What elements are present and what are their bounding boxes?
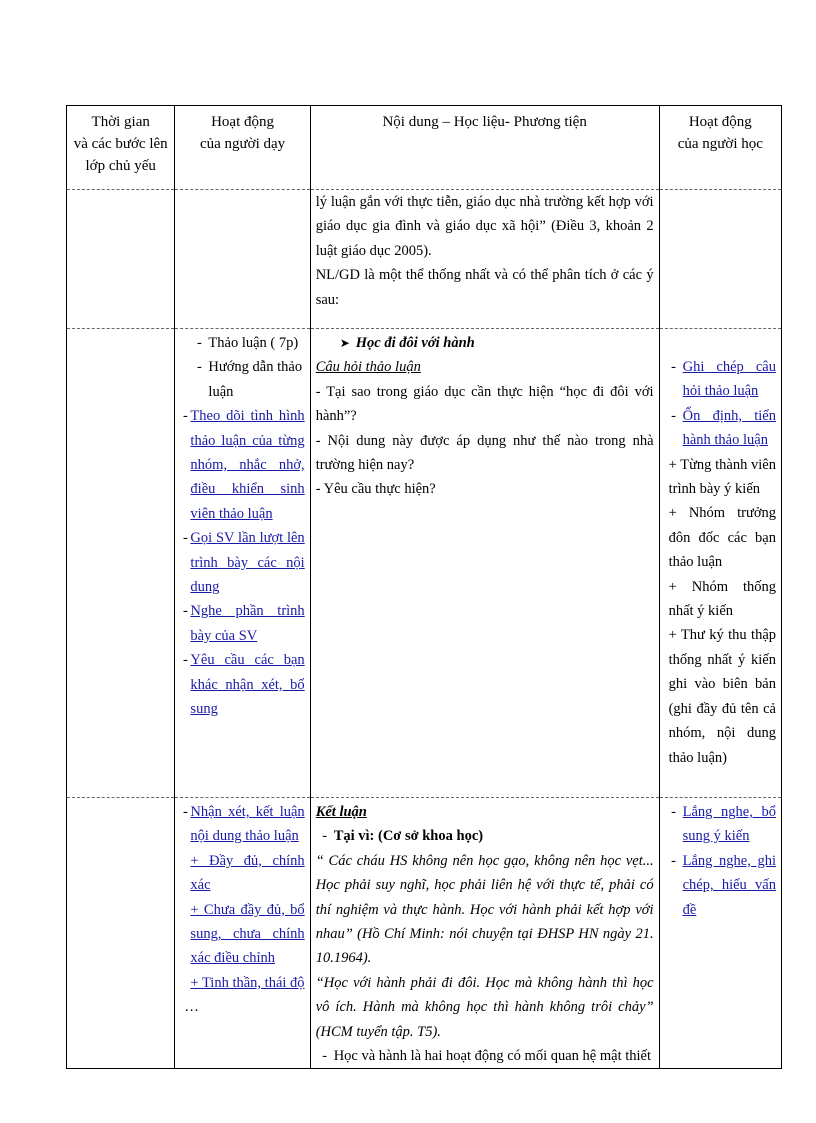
- link-item[interactable]: - Lắng nghe, bổ sung ý kiến: [665, 800, 776, 849]
- list-item: - Tại vì: (Cơ sở khoa học): [316, 824, 654, 848]
- table-row: [67, 798, 782, 1069]
- header-content: [310, 106, 659, 190]
- link-item[interactable]: - Nhận xét, kết luận nội dung thảo luận: [180, 800, 304, 849]
- header-text: Hoạt động: [688, 114, 752, 130]
- learner-text: + Thư ký thu thập thống nhất ý kiến ghi vào biên bản (ghi đầy đủ tên cả nhóm, nội dung thảo luận): [668, 627, 776, 766]
- link-item[interactable]: - Nghe phần trình bày của SV: [180, 599, 304, 648]
- content-line: - Yêu cầu thực hiện?: [315, 481, 436, 498]
- section-heading: Kết luận: [315, 804, 367, 820]
- learner-text: + Từng thành viên trình bày ý kiến: [668, 456, 776, 498]
- item-link[interactable]: Yêu cầu các bạn khác nhận xét, bổ sung: [190, 652, 305, 718]
- header-text: Nội dung – Học liệu- Phương tiện: [382, 114, 587, 130]
- item-link[interactable]: + Đầy đủ, chính xác: [190, 852, 305, 894]
- content-cell: [310, 798, 659, 1069]
- time-cell: [67, 329, 175, 798]
- header-teacher-activity: [175, 106, 310, 190]
- item-link[interactable]: Ổn định, tiến hành thảo luận: [682, 407, 776, 449]
- content-cell: [310, 329, 659, 798]
- item-link[interactable]: Ghi chép câu hỏi thảo luận: [682, 359, 776, 400]
- section-heading: [316, 331, 654, 355]
- header-text: của người học: [677, 136, 763, 152]
- learner-cell: [659, 329, 781, 798]
- item-text: Học và hành là hai hoạt động có mối quan hệ mật thiết: [333, 1048, 651, 1065]
- time-cell: [67, 798, 175, 1069]
- item-link[interactable]: Lắng nghe, ghi chép, hiểu vấn đề: [682, 852, 776, 918]
- link-item[interactable]: - Lắng nghe, ghi chép, hiểu vấn đề: [665, 849, 776, 922]
- learner-cell: [659, 798, 781, 1069]
- item-text: Thảo luận ( 7p): [208, 335, 299, 351]
- subheading: Câu hỏi thảo luận: [315, 359, 421, 376]
- teacher-cell: [175, 798, 310, 1069]
- arrow-bullet-icon: ➤: [339, 336, 350, 350]
- reason-text: Tại vì: (Cơ sở khoa học): [333, 828, 484, 845]
- list-item: - Học và hành là hai hoạt động có mối quan hệ mật thiết: [316, 1044, 654, 1068]
- heading-text: Học đi đôi với hành: [355, 335, 475, 351]
- item-link[interactable]: Nghe phần trình bày của SV: [190, 603, 305, 644]
- header-text: của người dạy: [199, 136, 286, 152]
- teacher-cell: [175, 329, 310, 798]
- item-text: Hướng dẫn thảo luận: [208, 359, 303, 400]
- content-paragraph: NL/GD là một thể thống nhất và có thể phân tích ở các ý sau:: [315, 267, 654, 308]
- header-text: lớp chủ yếu: [85, 158, 156, 174]
- content-cell: [310, 190, 659, 329]
- link-item[interactable]: - Ổn định, tiến hành thảo luận: [665, 404, 776, 453]
- link-item[interactable]: - Theo dõi tình hình thảo luận của từng nhóm, nhắc nhở, điều khiển sinh viên thảo luận: [180, 404, 304, 526]
- learner-text: + Nhóm trưởng đôn đốc các bạn thảo luận: [668, 505, 776, 571]
- header-text: và các bước lên: [73, 136, 168, 152]
- teacher-cell: [175, 190, 310, 329]
- content-line: - Tại sao trong giáo dục cần thực hiện “học đi đôi với hành”?: [315, 383, 654, 425]
- list-item: - Hướng dẫn thảo luận: [180, 355, 304, 404]
- content-paragraph: lý luận gắn với thực tiễn, giáo dục nhà trường kết hợp với giáo dục gia đình và giáo dục xã hội” (Điều 3, khoản 2 luật giáo dục 2005).: [315, 194, 654, 259]
- ellipsis-text: …: [184, 999, 199, 1016]
- item-link[interactable]: + Tinh thần, thái độ: [190, 974, 305, 991]
- link-item[interactable]: - Ghi chép câu hỏi thảo luận: [665, 355, 776, 404]
- header-row: [67, 106, 782, 190]
- lesson-plan-table: [66, 105, 782, 1069]
- learner-cell: [659, 190, 781, 329]
- header-time-steps: [67, 106, 175, 190]
- item-link[interactable]: Gọi SV lần lượt lên trình bày các nội dung: [190, 530, 305, 596]
- item-link[interactable]: + Chưa đầy đủ, bổ sung, chưa chính xác điều chỉnh: [190, 901, 305, 967]
- table-row: [67, 329, 782, 798]
- quote-paragraph: “ Các cháu HS không nên học gạo, không nên học vẹt... Học phải suy nghĩ, học phải liên hệ với thực tế, phải có thí nghiệm và thực hành. Học với hành phải kết hợp với nhau” (Hồ Chí Minh: nói chuyện tại ĐHSP HN ngày 21. 10.1964).: [315, 852, 654, 967]
- learner-text: + Nhóm thống nhất ý kiến: [668, 578, 776, 620]
- list-item: - Thảo luận ( 7p): [180, 331, 304, 355]
- time-cell: [67, 190, 175, 329]
- header-text: Thời gian: [91, 114, 150, 130]
- item-link[interactable]: Lắng nghe, bổ sung ý kiến: [682, 804, 776, 845]
- header-text: Hoạt động: [211, 114, 275, 130]
- quote-paragraph: “Học với hành phải đi đôi. Học mà không hành thì học vô ích. Hành mà không học thì hành không trôi chảy” (HCM tuyển tập. T5).: [315, 974, 654, 1040]
- item-link[interactable]: Nhận xét, kết luận nội dung thảo luận: [190, 804, 305, 845]
- header-learner-activity: [659, 106, 781, 190]
- link-item[interactable]: - Yêu cầu các bạn khác nhận xét, bổ sung: [180, 648, 304, 721]
- table-row: [67, 190, 782, 329]
- link-item[interactable]: - Gọi SV lần lượt lên trình bày các nội dung: [180, 526, 304, 599]
- item-link[interactable]: Theo dõi tình hình thảo luận của từng nhóm, nhắc nhở, điều khiển sinh viên thảo luận: [190, 408, 305, 522]
- content-line: - Nội dung này được áp dụng như thế nào trong nhà trường hiện nay?: [315, 432, 654, 474]
